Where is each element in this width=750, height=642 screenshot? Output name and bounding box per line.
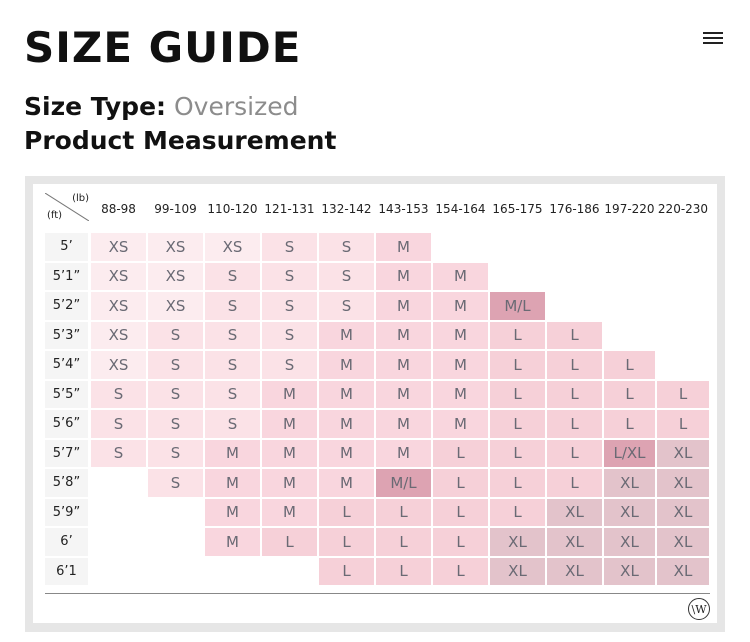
size-cell: L (604, 351, 655, 379)
size-cell: S (91, 410, 146, 438)
size-cell: XL (604, 499, 655, 527)
height-row-header: 5’6” (45, 410, 88, 438)
size-cell: L (262, 528, 317, 556)
size-cell: M (433, 263, 488, 291)
size-cell: S (91, 381, 146, 409)
size-cell: L (490, 410, 545, 438)
divider (45, 593, 710, 594)
size-cell: L (433, 440, 488, 468)
size-cell: L/XL (604, 440, 655, 468)
size-cell: XL (657, 528, 709, 556)
size-cell: S (205, 263, 260, 291)
size-cell: S (205, 292, 260, 320)
size-cell: S (148, 322, 203, 350)
section-title: Product Measurement (24, 126, 337, 155)
size-cell: M (319, 469, 374, 497)
size-cell: XS (148, 292, 203, 320)
size-cell: S (148, 440, 203, 468)
size-cell: XL (490, 528, 545, 556)
page-title: SIZE GUIDE (24, 23, 302, 72)
size-cell: M (262, 469, 317, 497)
size-cell: XL (547, 558, 602, 586)
height-unit-label: (ft) (47, 210, 63, 221)
size-cell: M (433, 322, 488, 350)
weight-column-header: 88-98 (101, 202, 136, 216)
height-row-header: 5’1” (45, 263, 88, 291)
size-cell: M (205, 440, 260, 468)
size-cell: M (376, 410, 431, 438)
height-row-header: 5’5” (45, 381, 88, 409)
weight-column-header: 121-131 (264, 202, 315, 216)
size-cell: L (657, 410, 709, 438)
size-cell: XL (657, 469, 709, 497)
size-cell: M/L (376, 469, 431, 497)
size-cell: L (490, 381, 545, 409)
size-cell: S (262, 233, 317, 261)
size-cell: XL (604, 469, 655, 497)
size-chart-panel (33, 184, 717, 623)
weight-unit-label: (lb) (72, 193, 89, 204)
height-row-header: 6’1 (45, 558, 88, 586)
size-cell: S (148, 469, 203, 497)
size-cell: L (433, 469, 488, 497)
weight-column-header: 143-153 (378, 202, 429, 216)
size-cell: XL (657, 558, 709, 586)
size-cell: S (205, 410, 260, 438)
height-row-header: 5’3” (45, 322, 88, 350)
size-cell: L (319, 528, 374, 556)
size-cell: XL (604, 528, 655, 556)
size-cell: M (319, 322, 374, 350)
size-cell: S (319, 292, 374, 320)
height-row-header: 5’ (45, 233, 88, 261)
size-cell: XL (657, 499, 709, 527)
size-cell: S (205, 322, 260, 350)
size-cell: XS (91, 322, 146, 350)
height-row-header: 5’7” (45, 440, 88, 468)
size-cell: XS (148, 233, 203, 261)
size-cell: L (547, 440, 602, 468)
size-cell: L (657, 381, 709, 409)
weight-column-header: 165-175 (492, 202, 543, 216)
size-type (24, 90, 298, 124)
size-cell: XS (91, 263, 146, 291)
size-cell: M (205, 528, 260, 556)
size-cell: XS (91, 292, 146, 320)
size-cell: L (547, 351, 602, 379)
weight-column-header: 220-230 (657, 202, 709, 216)
size-cell: M (376, 263, 431, 291)
size-cell: L (376, 499, 431, 527)
size-cell: M (433, 381, 488, 409)
size-cell: XL (657, 440, 709, 468)
size-cell: M (376, 322, 431, 350)
size-cell: XS (91, 351, 146, 379)
height-row-header: 5’2” (45, 292, 88, 320)
size-cell: S (148, 351, 203, 379)
size-cell: S (319, 233, 374, 261)
size-cell: S (319, 263, 374, 291)
size-cell: XS (148, 263, 203, 291)
size-cell: M (376, 440, 431, 468)
size-cell: M (319, 381, 374, 409)
size-cell: M (376, 233, 431, 261)
size-cell: M (262, 381, 317, 409)
size-cell: M (433, 351, 488, 379)
size-cell: L (319, 499, 374, 527)
size-cell: M (319, 440, 374, 468)
size-cell: S (262, 322, 317, 350)
size-cell: S (91, 440, 146, 468)
size-cell: L (490, 499, 545, 527)
size-cell: L (490, 351, 545, 379)
brand-logo-icon: \W (688, 598, 710, 620)
size-cell: L (433, 499, 488, 527)
size-cell: L (376, 558, 431, 586)
size-cell: S (205, 381, 260, 409)
weight-column-header: 154-164 (435, 202, 486, 216)
size-cell: M (262, 499, 317, 527)
size-cell: M (262, 440, 317, 468)
size-cell: XL (547, 499, 602, 527)
size-chart-card (25, 176, 725, 632)
size-cell: L (490, 469, 545, 497)
size-cell: S (205, 351, 260, 379)
size-cell: S (148, 410, 203, 438)
size-cell: L (376, 528, 431, 556)
height-row-header: 6’ (45, 528, 88, 556)
size-cell: S (148, 381, 203, 409)
size-cell: M (376, 292, 431, 320)
size-cell: M (433, 410, 488, 438)
size-cell: M (205, 469, 260, 497)
size-cell: L (604, 381, 655, 409)
size-cell: L (547, 469, 602, 497)
size-cell: L (547, 381, 602, 409)
weight-column-header: 99-109 (154, 202, 197, 216)
size-cell: S (262, 292, 317, 320)
size-cell: L (433, 558, 488, 586)
size-cell: L (547, 410, 602, 438)
size-cell: M/L (490, 292, 545, 320)
hamburger-menu-icon[interactable] (703, 32, 725, 48)
size-cell: L (604, 410, 655, 438)
size-cell: L (433, 528, 488, 556)
weight-column-header: 110-120 (207, 202, 258, 216)
size-cell: M (319, 410, 374, 438)
size-cell: M (262, 410, 317, 438)
size-cell: M (433, 292, 488, 320)
size-cell: XL (490, 558, 545, 586)
size-cell: XL (604, 558, 655, 586)
height-row-header: 5’4” (45, 351, 88, 379)
weight-column-header: 132-142 (321, 202, 372, 216)
size-cell: M (319, 351, 374, 379)
size-cell: L (547, 322, 602, 350)
weight-column-header: 176-186 (549, 202, 600, 216)
size-cell: M (376, 351, 431, 379)
size-cell: XS (91, 233, 146, 261)
size-type-value: Oversized (173, 92, 299, 121)
weight-column-header: 197-220 (604, 202, 655, 216)
size-cell: L (319, 558, 374, 586)
size-cell: XS (205, 233, 260, 261)
size-cell: S (262, 263, 317, 291)
size-cell: XL (547, 528, 602, 556)
height-row-header: 5’8” (45, 469, 88, 497)
height-row-header: 5’9” (45, 499, 88, 527)
size-table (33, 184, 717, 623)
size-cell: S (262, 351, 317, 379)
size-cell: L (490, 440, 545, 468)
size-cell: M (205, 499, 260, 527)
size-cell: L (490, 322, 545, 350)
size-type-label: Size Type: (24, 92, 167, 121)
size-cell: M (376, 381, 431, 409)
